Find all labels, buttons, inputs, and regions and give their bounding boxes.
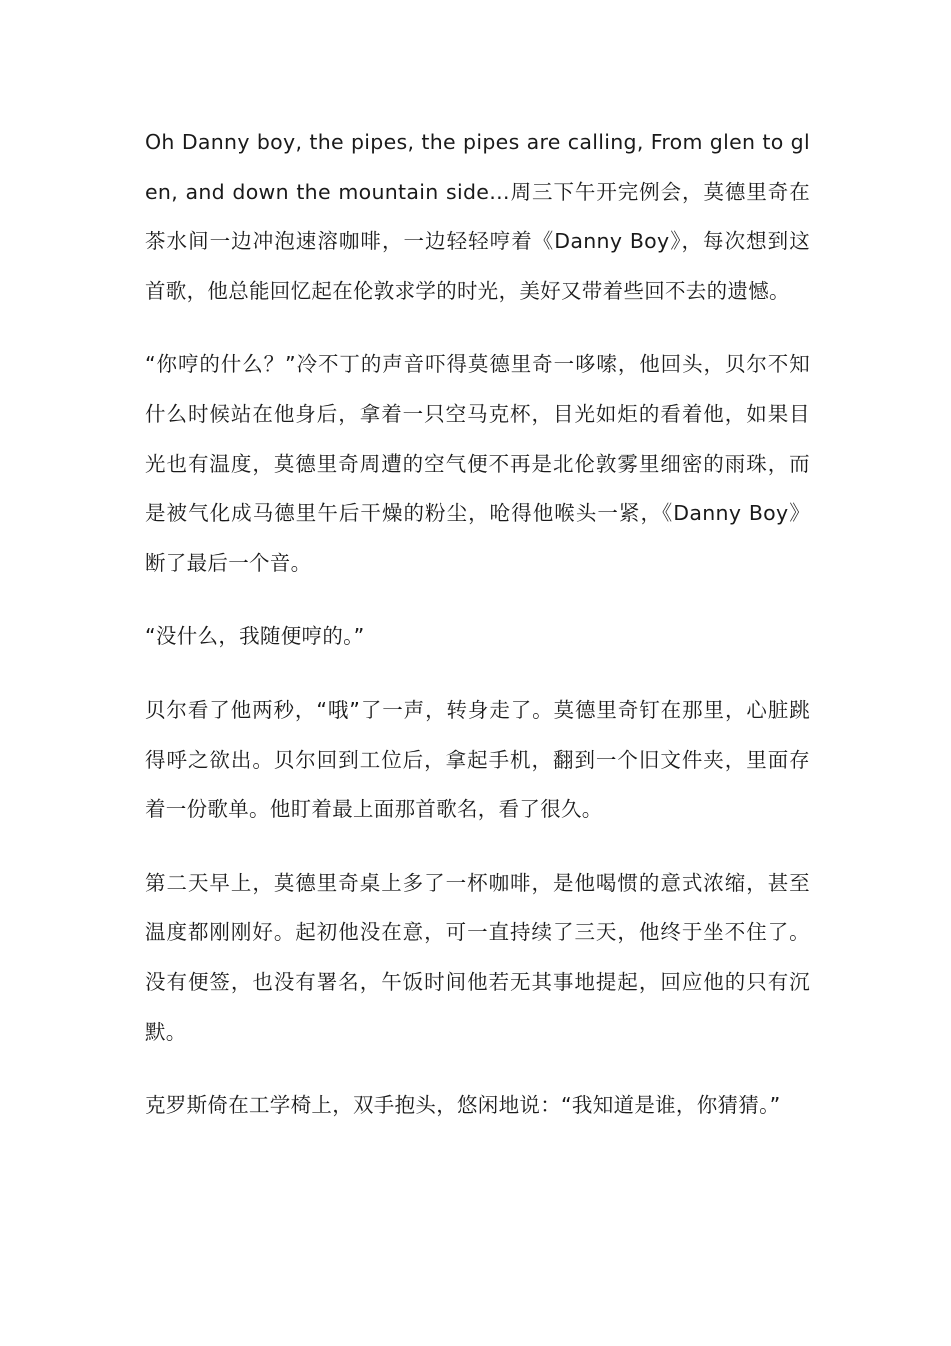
paragraph-song-intro: Oh Danny boy, the pipes, the pipes are calling, From glen to glen, and down the mountain side…周三下午开完例会，莫德里奇在茶水间一边冲泡速溶咖啡，一边轻轻哼着《Danny Boy》，每次想到这首歌，他总能回忆起在伦敦求学的时光，美好又带着些回不去的遗憾。 bbox=[145, 130, 810, 303]
paragraph-coffee-mystery: 第二天早上，莫德里奇桌上多了一杯咖啡，是他喝惯的意式浓缩，甚至温度都刚刚好。起初他没在意，可一直持续了三天，他终于坐不住了。没有便签，也没有署名，午饭时间他若无其事地提起，回应他的只有沉默。 bbox=[145, 870, 810, 1044]
article-body bbox=[145, 118, 810, 1155]
paragraph-bale-leaves: 贝尔看了他两秒，“哦”了一声，转身走了。莫德里奇钉在那里，心脏跳得呼之欲出。贝尔回到工位后，拿起手机，翻到一个旧文件夹，里面存着一份歌单。他盯着最上面那首歌名，看了很久。 bbox=[145, 697, 810, 822]
paragraph-bale-question: “你哼的什么？”冷不丁的声音吓得莫德里奇一哆嗦，他回头，贝尔不知什么时候站在他身后，拿着一只空马克杯，目光如炬的看着他，如果目光也有温度，莫德里奇周遭的空气便不再是北伦敦雾里细密的雨珠，而是被气化成马德里午后干燥的粉尘，呛得他喉头一紧，《Danny Boy》断了最后一个音。 bbox=[145, 352, 810, 575]
paragraph-modric-reply: “没什么，我随便哼的。” bbox=[145, 624, 365, 649]
paragraph-kroos-remark: 克罗斯倚在工学椅上，双手抱头，悠闲地说：“我知道是谁，你猜猜。” bbox=[145, 1093, 781, 1118]
